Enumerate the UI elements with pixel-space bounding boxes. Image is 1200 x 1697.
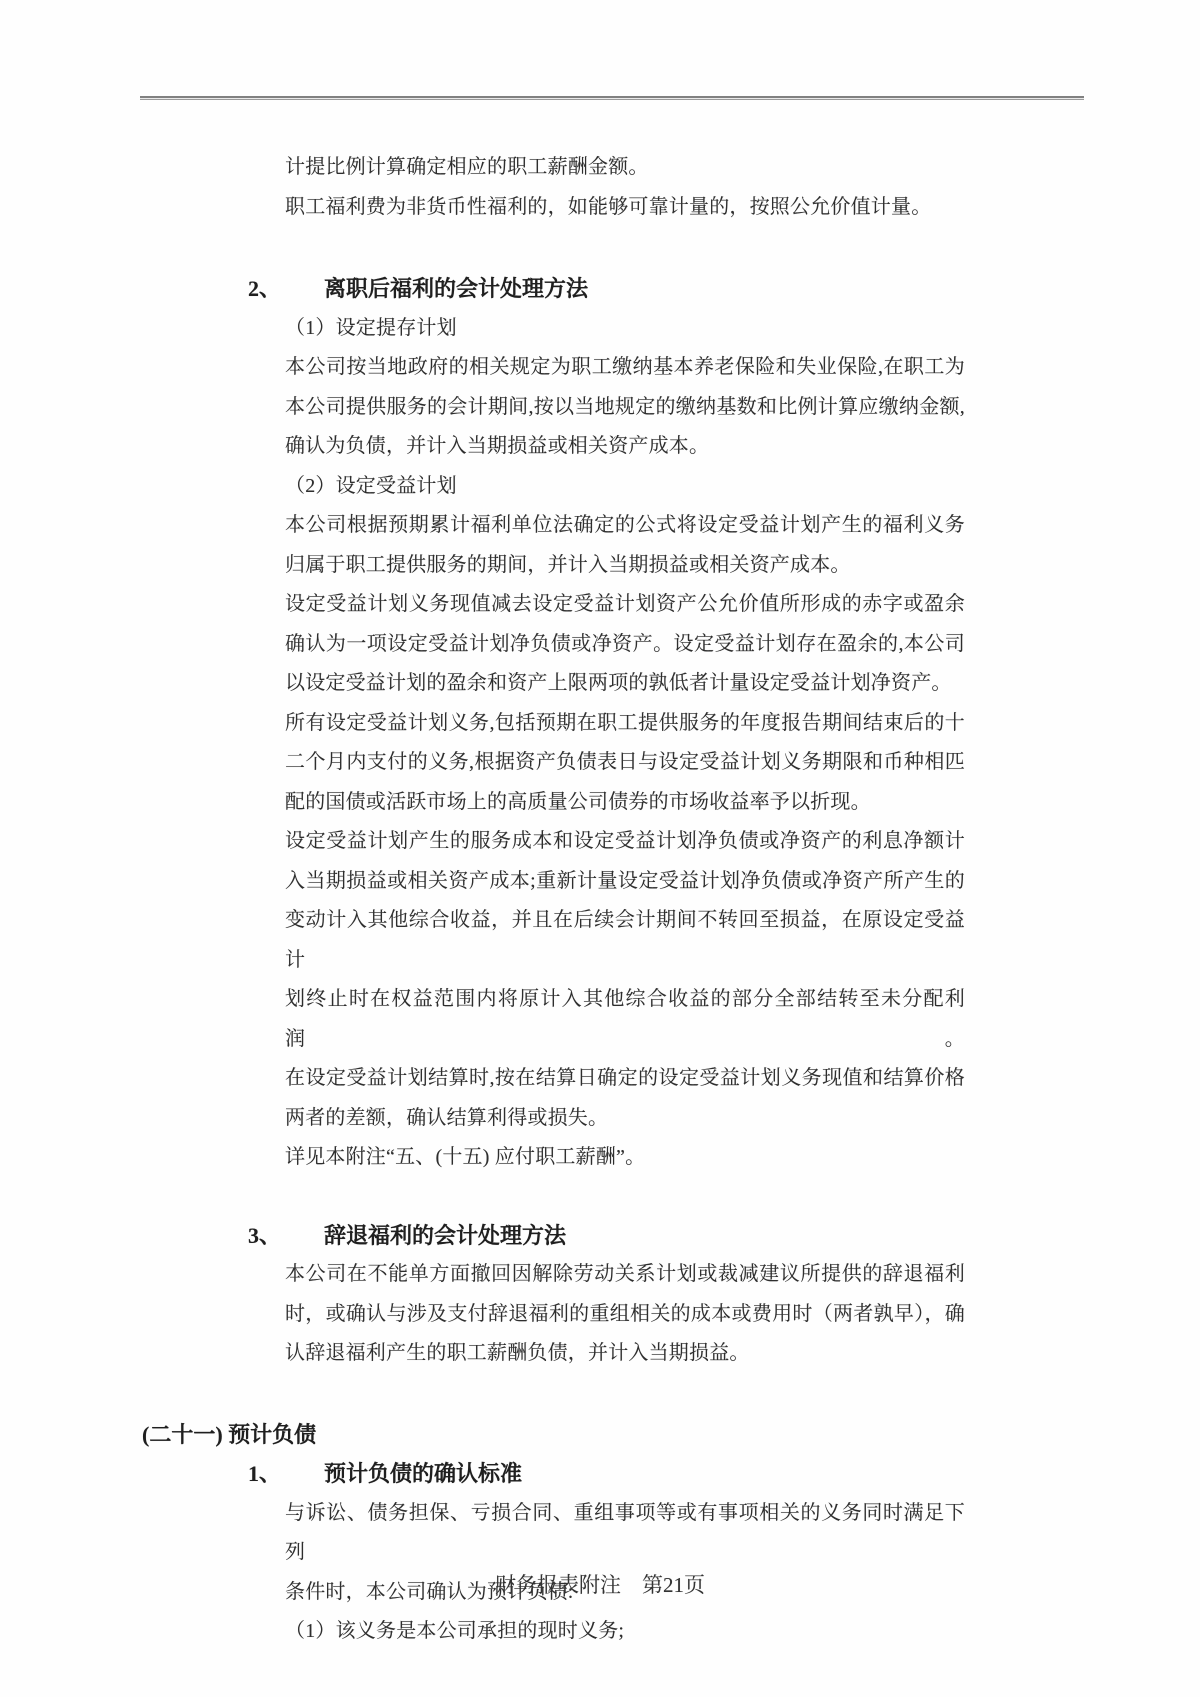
section-title: 预计负债的确认标准	[324, 1461, 523, 1486]
text-line: （2）设定受益计划	[285, 474, 457, 497]
page-footer: 财务报表附注 第21页	[495, 1573, 705, 1597]
text-line: 本公司根据预期累计福利单位法确定的公式将设定受益计划产生的福利义务	[285, 514, 965, 536]
section-title: 辞退福利的会计处理方法	[324, 1222, 567, 1248]
text-line: 条件时，本公司确认为预计负债:	[285, 1580, 574, 1603]
section-number: 2、	[248, 276, 282, 301]
text-line: 配的国债或活跃市场上的高质量公司债券的市场收益率予以折现。	[285, 790, 871, 813]
text-line: 本公司提供服务的会计期间,按以当地规定的缴纳基数和比例计算应缴纳金额,	[285, 395, 965, 418]
text-line: 本公司按当地政府的相关规定为职工缴纳基本养老保险和失业保险,在职工为	[285, 356, 965, 378]
text-line: 以设定受益计划的盈余和资产上限两项的孰低者计量设定受益计划净资产。	[285, 672, 952, 694]
text-line: 与诉讼、债务担保、亏损合同、重组事项等或有事项相关的义务同时满足下列	[285, 1501, 965, 1563]
text-line: 职工福利费为非货币性福利的，如能够可靠计量的，按照公允价值计量。	[285, 195, 932, 218]
text-line: 划终止时在权益范围内将原计入其他综合收益的部分全部结转至未分配利润。	[285, 988, 965, 1050]
section-post-employment	[0, 269, 1200, 1178]
section-termination	[0, 1216, 1200, 1374]
section-title: 离职后福利的会计处理方法	[324, 276, 589, 301]
text-line: 时，或确认与涉及支付辞退福利的重组相关的成本或费用时（两者孰早），确	[285, 1302, 965, 1325]
text-line: 详见本附注“五、(十五) 应付职工薪酬”。	[285, 1146, 646, 1168]
section-heading	[248, 269, 1200, 309]
opening-paragraph	[0, 148, 1200, 227]
section-number: 1、	[248, 1461, 282, 1486]
text-line: （1）该义务是本公司承担的现时义务;	[285, 1620, 625, 1642]
text-line: 所有设定受益计划义务,包括预期在职工提供服务的年度报告期间结束后的十	[285, 711, 965, 734]
text-line: 入当期损益或相关资产成本;重新计量设定受益计划净负债或净资产所产生的	[285, 869, 965, 892]
page-content	[0, 148, 1200, 1652]
chapter-heading: (二十一) 预计负债	[142, 1421, 317, 1447]
text-line: 二个月内支付的义务,根据资产负债表日与设定受益计划义务期限和币种相匹	[285, 751, 965, 773]
section-number: 3、	[248, 1222, 282, 1248]
text-line: 确认为一项设定受益计划净负债或净资产。设定受益计划存在盈余的,本公司	[285, 632, 965, 655]
section-heading	[248, 1216, 1200, 1256]
chapter-provisions	[0, 1415, 1200, 1652]
text-line: 设定受益计划义务现值减去设定受益计划资产公允价值所形成的赤字或盈余	[285, 593, 965, 615]
text-line: 变动计入其他综合收益，并且在后续会计期间不转回至损益，在原设定受益计	[285, 909, 965, 971]
text-line: 归属于职工提供服务的期间，并计入当期损益或相关资产成本。	[285, 553, 851, 576]
text-line: 设定受益计划产生的服务成本和设定受益计划净负债或净资产的利息净额计	[285, 830, 965, 852]
text-line: 计提比例计算确定相应的职工薪酬金额。	[285, 156, 649, 178]
text-line: 确认为负债，并计入当期损益或相关资产成本。	[285, 435, 710, 457]
header-rule	[140, 96, 1084, 100]
section-heading	[248, 1454, 1200, 1494]
text-line: 认辞退福利产生的职工薪酬负债，并计入当期损益。	[285, 1342, 750, 1364]
text-line: 本公司在不能单方面撤回因解除劳动关系计划或裁减建议所提供的辞退福利	[285, 1263, 965, 1285]
text-line: 两者的差额，确认结算利得或损失。	[285, 1106, 609, 1129]
text-line: 在设定受益计划结算时,按在结算日确定的设定受益计划义务现值和结算价格	[285, 1067, 965, 1089]
text-line: （1）设定提存计划	[285, 316, 457, 339]
